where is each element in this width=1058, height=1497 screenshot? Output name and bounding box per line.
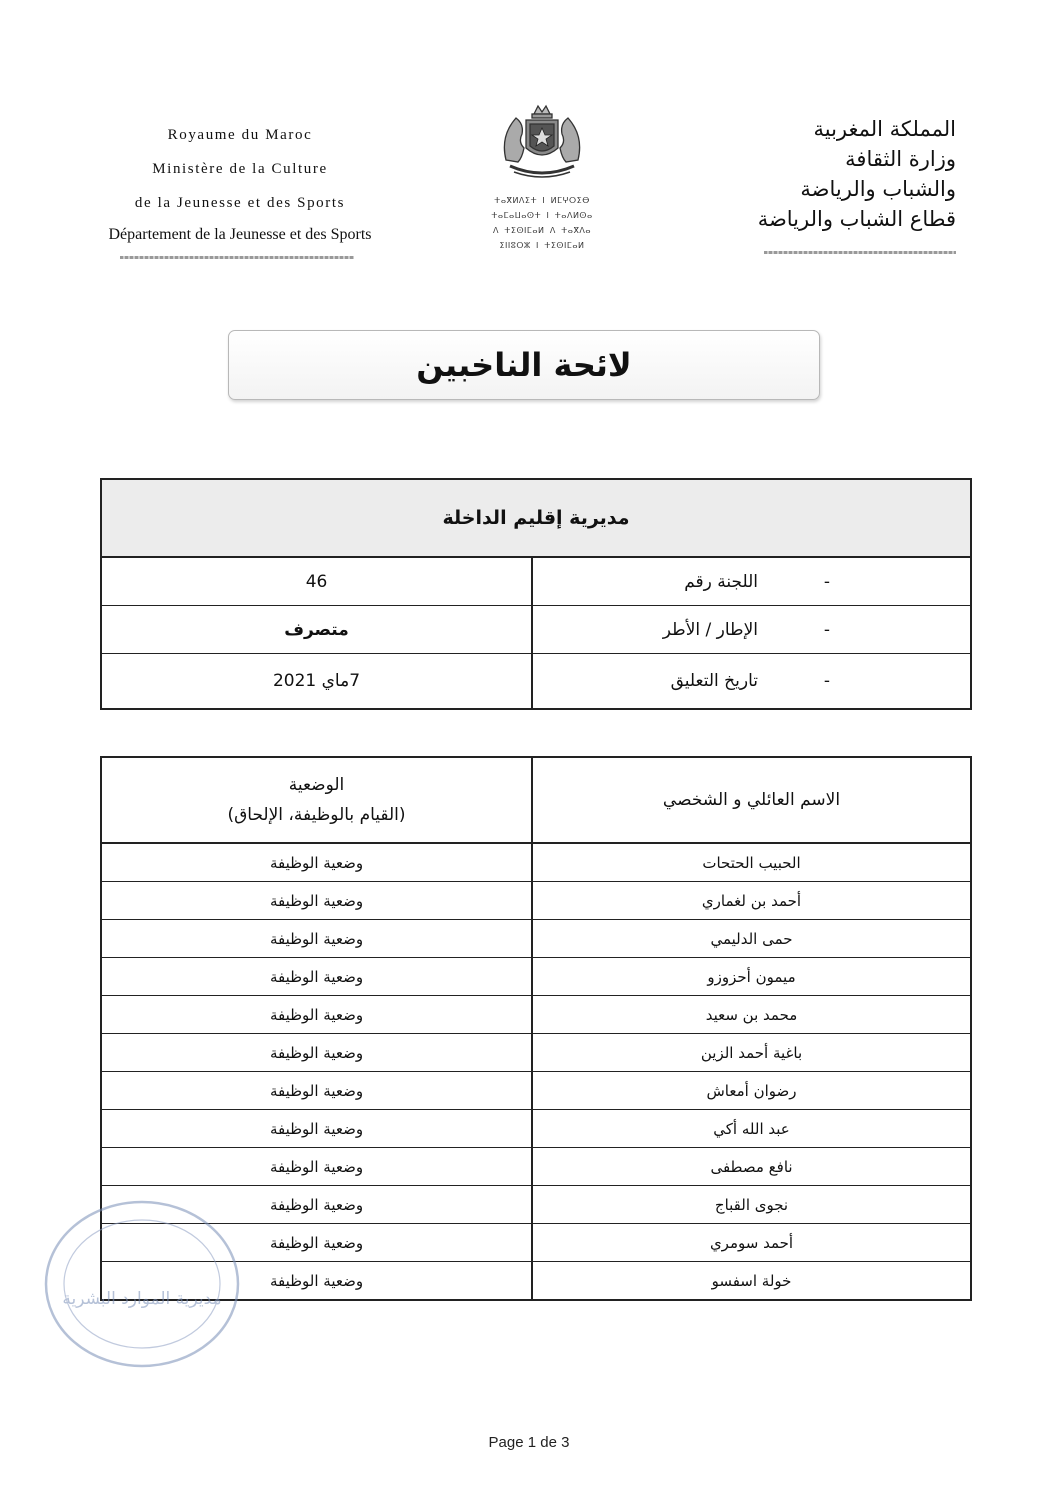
status-cell: وضعية الوظيفة — [102, 1034, 533, 1071]
info-row — [102, 558, 970, 606]
info-label-cell — [533, 654, 970, 708]
info-label-cell — [533, 558, 970, 605]
voters-table-header — [102, 758, 970, 844]
page-number: Page 1 de 3 — [488, 1434, 570, 1451]
name-cell: الحبيب الحتحات — [702, 853, 801, 872]
name-cell: رضوان أمعاش — [706, 1081, 797, 1100]
status-cell: وضعية الوظيفة — [102, 920, 533, 957]
status-header-line-2: (القيام بالوظيفة، الإلحاق) — [227, 805, 406, 825]
name-cell: أحمد بن لغماري — [701, 891, 802, 910]
name-cell: محمد بن سعيد — [705, 1005, 798, 1024]
committee-number-label: اللجنة رقم — [684, 571, 758, 592]
table-row — [102, 920, 970, 958]
title-box — [228, 330, 820, 400]
status-cell: وضعية الوظيفة — [102, 882, 533, 919]
name-cell: باغية أحمد الزين — [700, 1043, 803, 1062]
info-row — [102, 606, 970, 654]
committee-number-value: 46 — [102, 558, 533, 605]
name-cell: أحمد سومري — [709, 1233, 794, 1252]
tifinagh-line-3: ⴷ ⵜⵉⵙⵏⵎⴰⵍ ⴷ ⵜⴰⴳⴷⴰ — [492, 226, 592, 235]
voters-table — [100, 756, 972, 1301]
header-fr-line-2: Ministère de la Culture — [152, 161, 328, 177]
table-row — [102, 1110, 970, 1148]
coat-of-arms-emblem — [496, 100, 588, 186]
table-row — [102, 996, 970, 1034]
table-row — [102, 1148, 970, 1186]
status-cell: وضعية الوظيفة — [102, 1072, 533, 1109]
header-ar-line-3: والشباب والرياضة — [800, 177, 956, 201]
arabic-header — [720, 114, 956, 234]
directorate-heading: مديرية إقليم الداخلة — [102, 480, 970, 558]
document-title: لائحة الناخبين — [416, 346, 632, 384]
header-ar-rule — [764, 251, 956, 254]
status-cell: وضعية الوظيفة — [102, 1186, 533, 1223]
dash-marker: - — [823, 571, 830, 592]
name-cell: خولة اسفسو — [711, 1271, 792, 1290]
tifinagh-line-1: ⵜⴰⴳⵍⴷⵉⵜ ⵏ ⵍⵎⵖⵔⵉⴱ — [494, 196, 590, 205]
frame-label: الإطار / الأطر — [662, 619, 758, 640]
table-row — [102, 1034, 970, 1072]
dash-marker: - — [823, 619, 830, 640]
posting-date-value: 7ماي 2021 — [102, 654, 533, 708]
tifinagh-header — [468, 193, 616, 253]
info-row — [102, 654, 970, 708]
status-column-header — [102, 758, 533, 842]
header-fr-line-1: Royaume du Maroc — [167, 127, 313, 143]
status-header-line-1: الوضعية — [288, 775, 345, 795]
name-cell: نافع مصطفى — [710, 1157, 793, 1176]
stamp-text: مديرية الموارد البشرية — [62, 1289, 222, 1309]
french-header — [100, 118, 380, 250]
info-table — [100, 478, 972, 710]
header-fr-rule — [120, 256, 354, 259]
tifinagh-line-4: ⵉⵏⵏⵓⵔⵣ ⵏ ⵜⵉⵙⵏⵎⴰⵍ — [499, 241, 585, 250]
status-cell: وضعية الوظيفة — [102, 996, 533, 1033]
header-ar-line-2: وزارة الثقافة — [845, 147, 956, 171]
name-cell: نجوى القباج — [714, 1195, 789, 1214]
status-cell: وضعية الوظيفة — [102, 844, 533, 881]
name-cell: عبد الله أكي — [713, 1119, 790, 1138]
table-row — [102, 1262, 970, 1299]
table-row — [102, 1072, 970, 1110]
table-row — [102, 1186, 970, 1224]
info-label-cell — [533, 606, 970, 653]
header-fr-line-3: de la Jeunesse et des Sports — [134, 195, 346, 211]
name-column-header: الاسم العائلي و الشخصي — [662, 790, 841, 810]
name-cell: حمى الدليمي — [710, 929, 793, 948]
frame-value: متصرف — [102, 606, 533, 653]
status-cell: وضعية الوظيفة — [102, 1224, 533, 1261]
header-ar-line-1: المملكة المغربية — [813, 117, 956, 141]
status-cell: وضعية الوظيفة — [102, 1262, 533, 1299]
status-cell: وضعية الوظيفة — [102, 1110, 533, 1147]
table-row — [102, 958, 970, 996]
table-row — [102, 1224, 970, 1262]
name-cell: ميمون أحزوزو — [707, 967, 796, 986]
posting-date-label: تاريخ التعليق — [670, 671, 758, 691]
status-cell: وضعية الوظيفة — [102, 958, 533, 995]
header-fr-line-4: Département de la Jeunesse et des Sports — [108, 226, 372, 243]
header-ar-line-4: قطاع الشباب والرياضة — [757, 207, 956, 231]
table-row — [102, 844, 970, 882]
table-row — [102, 882, 970, 920]
dash-marker: - — [823, 671, 830, 691]
status-cell: وضعية الوظيفة — [102, 1148, 533, 1185]
tifinagh-line-2: ⵜⴰⵎⴰⵡⴰⵙⵜ ⵏ ⵜⴰⴷⵍⵙⴰ — [491, 211, 593, 220]
